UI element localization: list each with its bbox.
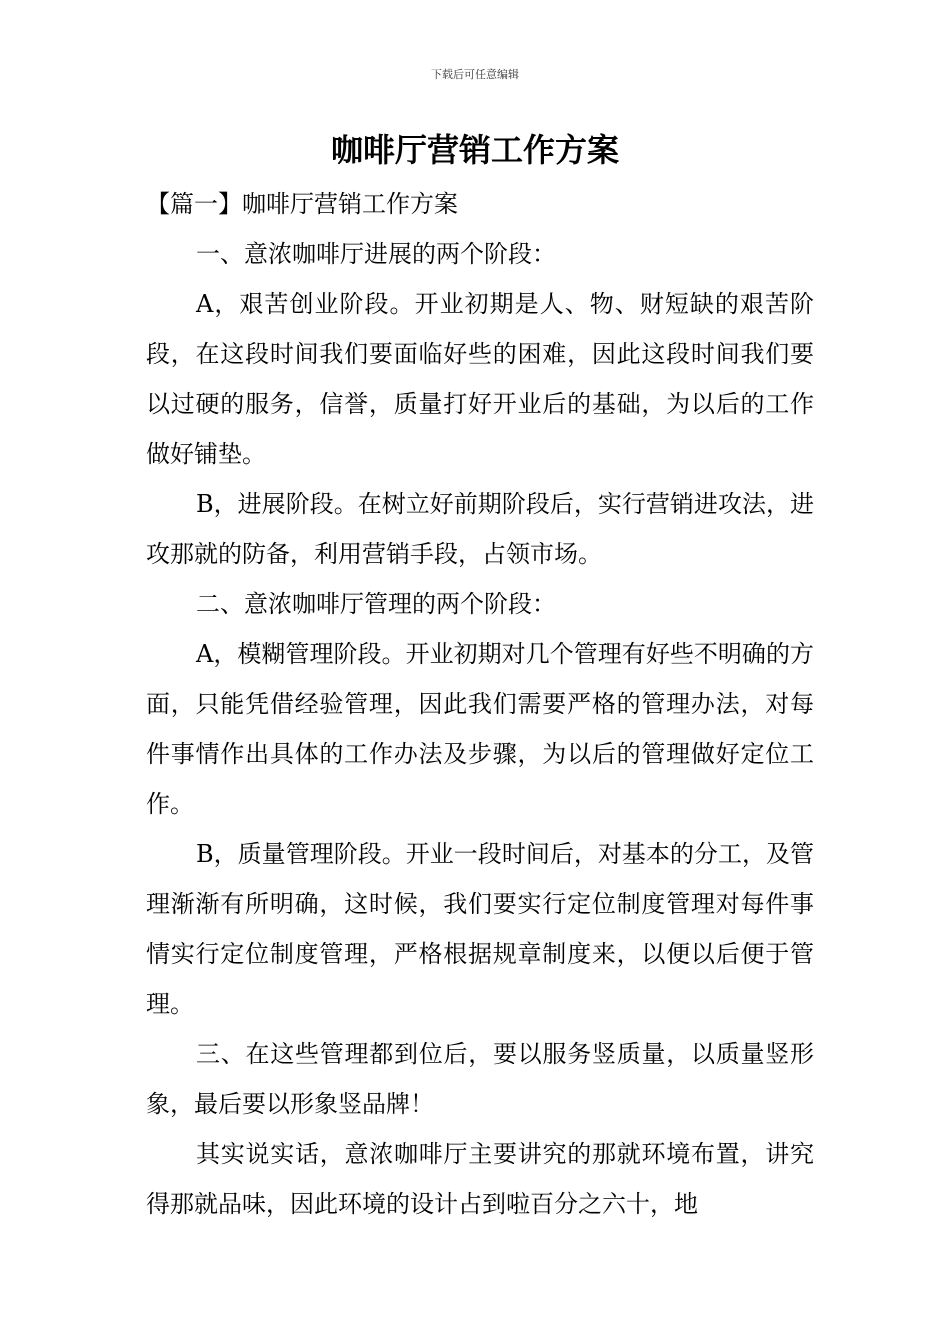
paragraph-section-heading: 【篇一】咖啡厅营销工作方案 [146,190,458,218]
paragraph: A，模糊管理阶段。开业初期对几个管理有好些不明确的方面，只能凭借经验管理，因此我们需要严格的管理办法，对每件事情作出具体的工作办法及步骤，为以后的管理做好定位工作。 [146,640,814,818]
document-body [146,179,814,1229]
paragraph: B，进展阶段。在树立好前期阶段后，实行营销进攻法，进攻那就的防备，利用营销手段，占领市场。 [146,490,814,568]
paragraph-heading-3: 三、在这些管理都到位后，要以服务竖质量，以质量竖形象，最后要以形象竖品牌！ [146,1040,814,1118]
paragraph-heading-1: 一、意浓咖啡厅进展的两个阶段： [196,240,556,268]
paragraph: A，艰苦创业阶段。开业初期是人、物、财短缺的艰苦阶段，在这段时间我们要面临好些的困难，因此这段时间我们要以过硬的服务，信誉，质量打好开业后的基础，为以后的工作做好铺垫。 [146,290,814,468]
paragraph-heading-2: 二、意浓咖啡厅管理的两个阶段： [196,590,556,618]
header-note: 下载后可任意编辑 [431,68,519,81]
document-title: 咖啡厅营销工作方案 [330,131,619,169]
paragraph: B，质量管理阶段。开业一段时间后，对基本的分工，及管理渐渐有所明确，这时候，我们要实行定位制度管理对每件事情实行定位制度管理，严格根据规章制度来，以便以后便于管理。 [146,840,814,1018]
paragraph: 其实说实话，意浓咖啡厅主要讲究的那就环境布置，讲究得那就品味，因此环境的设计占到啦百分之六十，地 [146,1140,814,1218]
